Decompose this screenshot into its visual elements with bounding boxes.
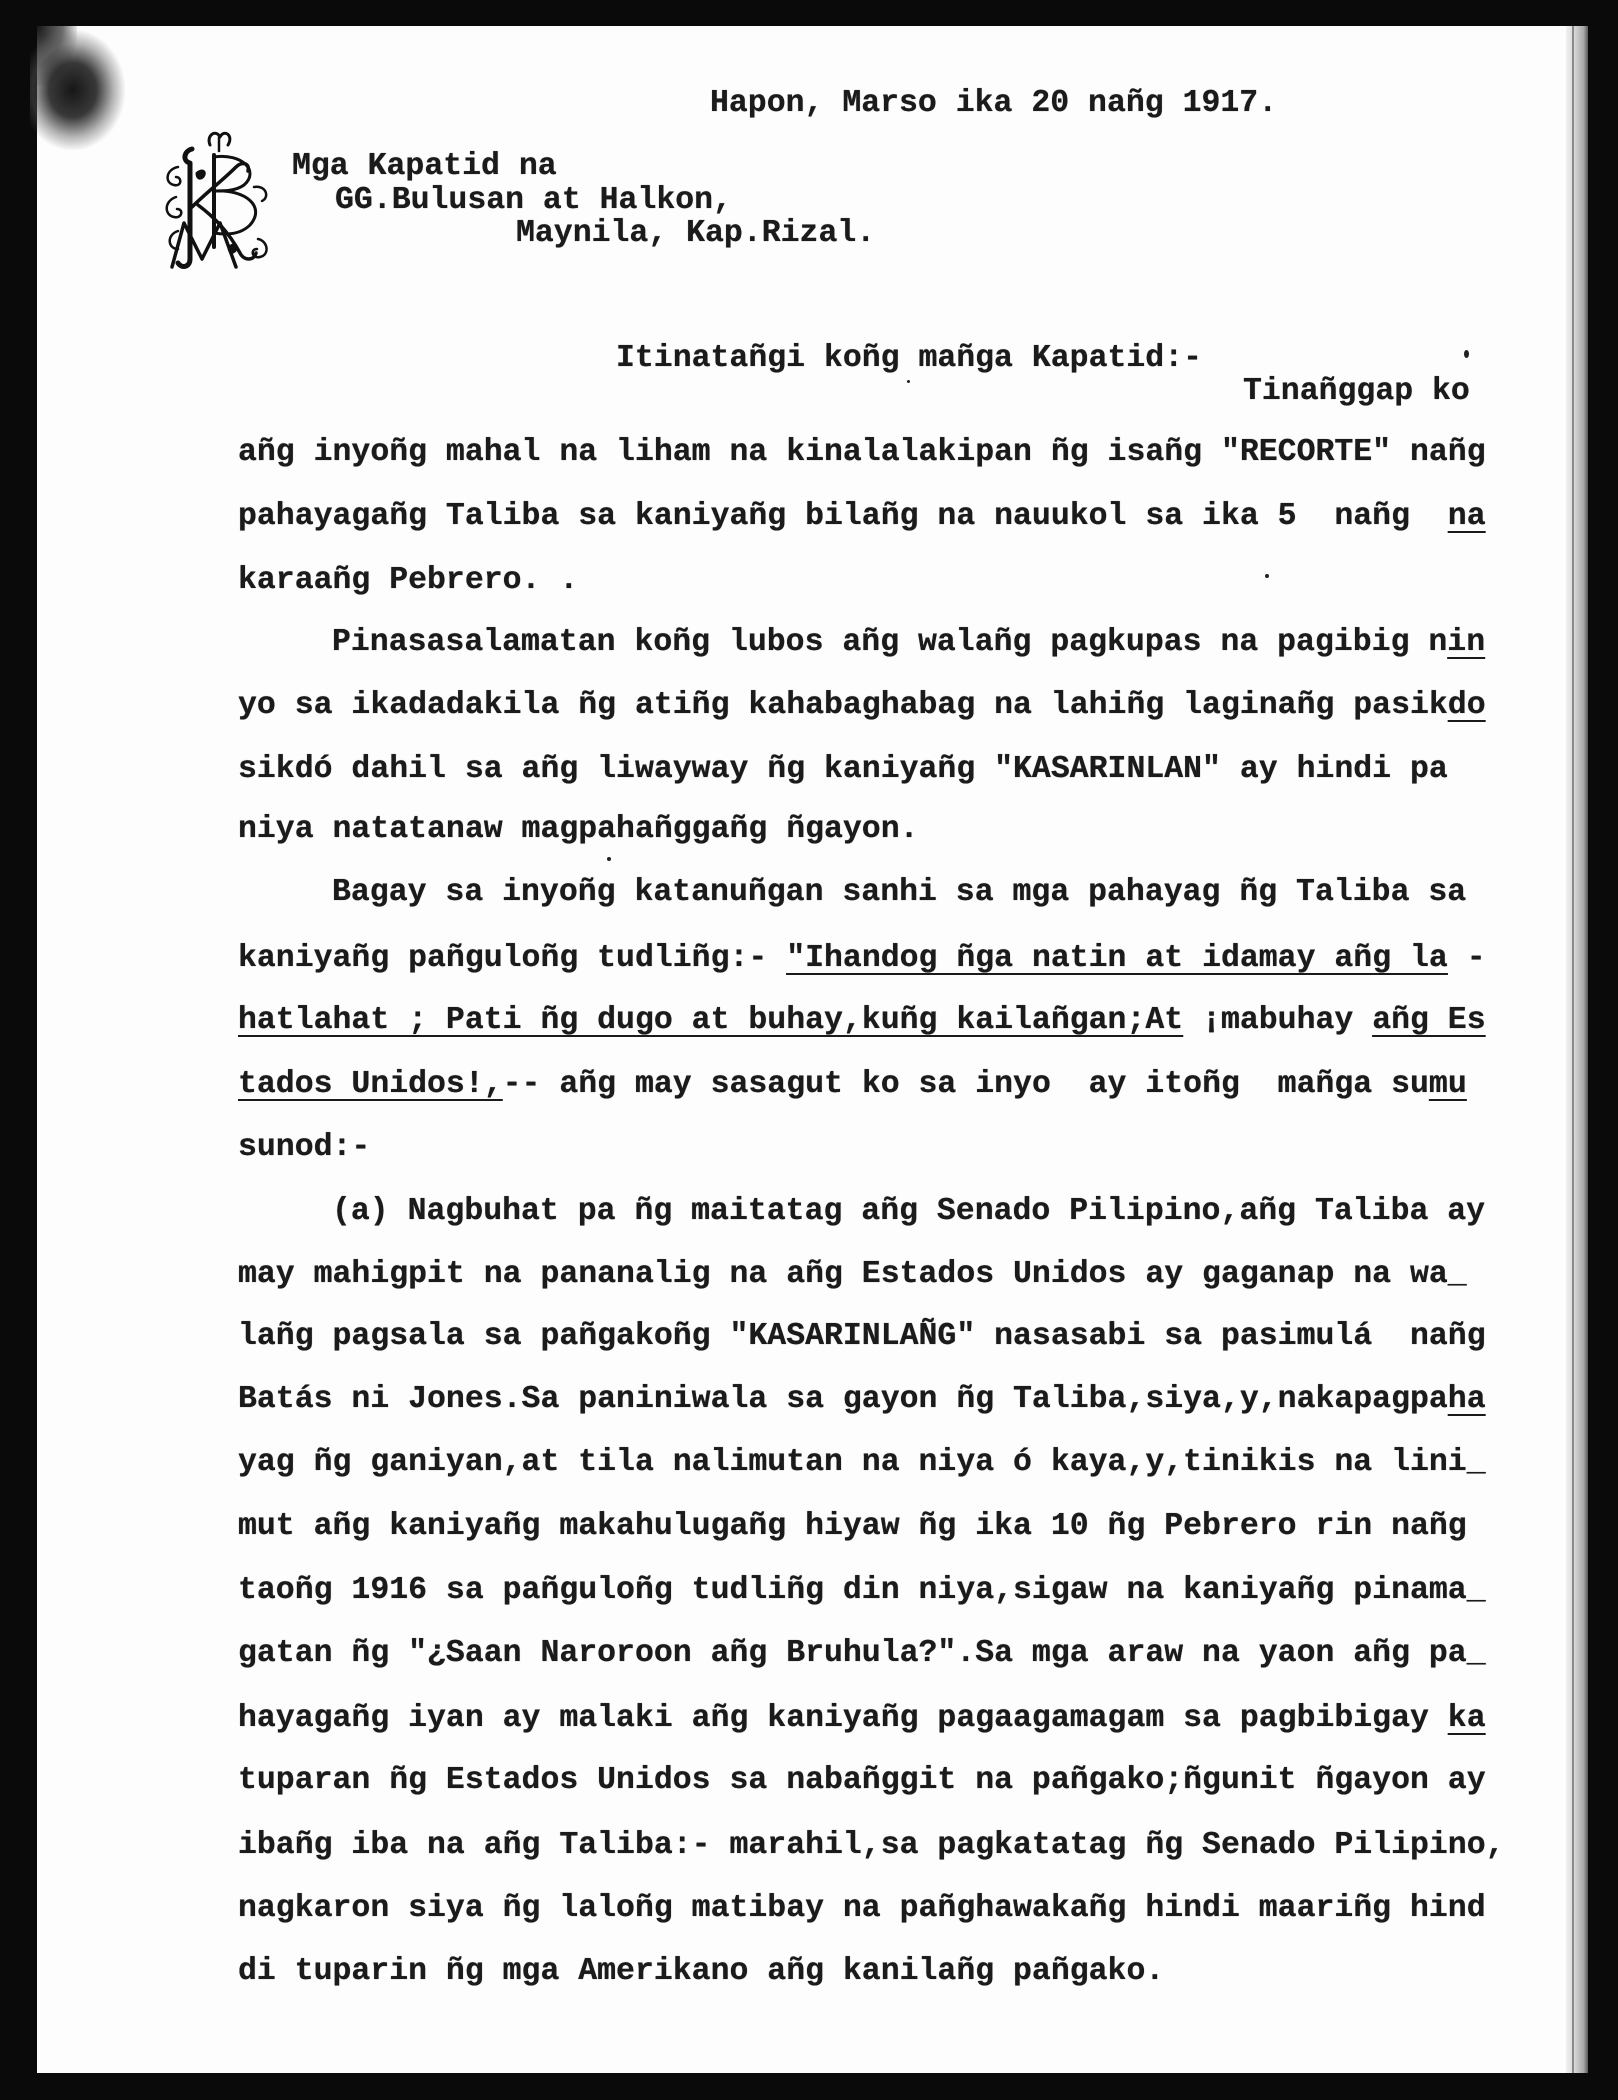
text-line bbox=[238, 750, 1448, 790]
underlined-segment: hatlahat ; Pati ñg dugo at buhay,kuñg kailañgan;At bbox=[238, 1003, 1184, 1038]
text-segment: sikdó dahil sa añg liwayway ñg kaniyañg "KASARINLAN" ay hindi pa bbox=[238, 752, 1448, 787]
text-line bbox=[238, 1507, 1467, 1547]
text-line bbox=[238, 1634, 1486, 1674]
underlined-segment: in bbox=[1447, 625, 1486, 660]
text-line bbox=[1243, 372, 1470, 412]
text-segment: yag ñg ganiyan,at tila nalimutan na niya ó kaya,y,tinikis na lini_ bbox=[238, 1445, 1486, 1480]
underlined-segment: ha bbox=[1447, 1382, 1486, 1417]
addressee-line: Maynila, Kap.Rizal. bbox=[516, 216, 876, 251]
text-line bbox=[238, 1699, 1486, 1739]
text-segment: may mahigpit na pananalig na añg Estados Unidos ay gaganap na wa_ bbox=[238, 1257, 1467, 1292]
text-segment: ibañg iba na añg Taliba:- marahil,sa pagkatatag ñg Senado Pilipino, bbox=[238, 1828, 1505, 1863]
text-line bbox=[238, 561, 578, 601]
text-line bbox=[238, 939, 1486, 979]
text-segment: Bagay sa inyoñg katanuñgan sanhi sa mga pahayag ñg Taliba sa bbox=[332, 875, 1467, 910]
text-line bbox=[332, 1192, 1485, 1232]
text-line bbox=[238, 810, 919, 850]
underlined-segment: añg Es bbox=[1372, 1003, 1486, 1038]
text-segment: -- añg may sasagut ko sa inyo ay itoñg mañga su bbox=[502, 1067, 1429, 1102]
text-line bbox=[238, 1571, 1486, 1611]
text-segment: mut añg kaniyañg makahulugañg hiyaw ñg ika 10 ñg Pebrero rin nañg bbox=[238, 1509, 1467, 1544]
underlined-segment: mu bbox=[1428, 1067, 1467, 1102]
text-line bbox=[238, 1826, 1505, 1866]
text-segment: niya natatanaw magpahañggañg ñgayon. bbox=[238, 812, 919, 847]
text-segment: lañg pagsala sa pañgakoñg "KASARINLAÑG" nasasabi sa pasimulá nañg bbox=[238, 1319, 1486, 1354]
ink-speck bbox=[607, 857, 611, 861]
text-segment: yo sa ikadadakila ñg atiñg kahabaghabag na lahiñg laginañg pasik bbox=[238, 688, 1448, 723]
paper-edge-shadow bbox=[1566, 26, 1588, 2073]
text-line bbox=[238, 1380, 1486, 1420]
text-line bbox=[332, 873, 1466, 913]
text-segment: Pinasasalamatan koñg lubos añg walañg pagkupas na pagibig n bbox=[332, 625, 1448, 660]
text-line bbox=[238, 1889, 1486, 1929]
text-segment: nagkaron siya ñg laloñg matibay na pañghawakañg hindi maariñg hind bbox=[238, 1891, 1486, 1926]
monogram-icon bbox=[158, 127, 275, 275]
text-segment: ¡mabuhay bbox=[1183, 1003, 1373, 1038]
text-segment: taoñg 1916 sa pañguloñg tudliñg din niya,sigaw na kaniyañg pinama_ bbox=[238, 1573, 1486, 1608]
text-line bbox=[238, 1952, 1164, 1992]
ink-blot bbox=[30, 30, 125, 150]
ink-speck bbox=[1265, 574, 1269, 578]
addressee-line: Mga Kapatid na bbox=[292, 149, 557, 184]
text-line bbox=[238, 1065, 1467, 1105]
text-line bbox=[238, 686, 1486, 726]
underlined-segment: tados Unidos!, bbox=[238, 1067, 503, 1102]
addressee-line: GG.Bulusan at Halkon, bbox=[335, 183, 732, 218]
text-segment: (a) Nagbuhat pa ñg maitatag añg Senado Pilipino,añg Taliba ay bbox=[332, 1194, 1486, 1229]
text-line bbox=[332, 623, 1485, 663]
text-line bbox=[238, 1255, 1467, 1295]
text-line bbox=[238, 1761, 1486, 1801]
text-line bbox=[238, 1443, 1486, 1483]
text-segment: gatan ñg "¿Saan Naroroon añg Bruhula?".Sa mga araw na yaon añg pa_ bbox=[238, 1636, 1486, 1671]
underlined-segment: do bbox=[1447, 688, 1486, 723]
text-segment: tuparan ñg Estados Unidos sa nabañggit na pañgako;ñgunit ñgayon ay bbox=[238, 1763, 1486, 1798]
underlined-segment: na bbox=[1447, 499, 1486, 534]
paper-edge-line bbox=[1572, 26, 1574, 2073]
underlined-segment: ka bbox=[1447, 1701, 1486, 1736]
text-segment: - bbox=[1447, 941, 1486, 976]
text-line bbox=[238, 1317, 1486, 1357]
text-segment: pahayagañg Taliba sa kaniyañg bilañg na nauukol sa ika 5 nañg bbox=[238, 499, 1448, 534]
text-line bbox=[238, 1001, 1486, 1041]
text-segment: sunod:- bbox=[238, 1130, 371, 1165]
text-segment: añg inyoñg mahal na liham na kinalalakipan ñg isañg "RECORTE" nañg bbox=[238, 435, 1486, 470]
salutation: Itinatañgi koñg mañga Kapatid:- bbox=[616, 341, 1202, 376]
ink-speck bbox=[907, 380, 910, 383]
text-segment: di tuparin ñg mga Amerikano añg kanilañg pañgako. bbox=[238, 1954, 1165, 1989]
text-segment: karaañg Pebrero. . bbox=[238, 563, 579, 598]
ink-speck bbox=[1464, 350, 1469, 358]
text-line bbox=[238, 433, 1486, 473]
text-line bbox=[238, 1128, 370, 1168]
text-segment: Batás ni Jones.Sa paniniwala sa gayon ñg Taliba,siya,y,nakapagpa bbox=[238, 1382, 1448, 1417]
text-segment: Tinañggap ko bbox=[1243, 374, 1470, 409]
date-line: Hapon, Marso ika 20 nañg 1917. bbox=[710, 86, 1278, 121]
text-segment: hayagañg iyan ay malaki añg kaniyañg pagaagamagam sa pagbibigay bbox=[238, 1701, 1448, 1736]
text-segment: kaniyañg pañguloñg tudliñg:- bbox=[238, 941, 787, 976]
text-line bbox=[238, 497, 1486, 537]
underlined-segment: "Ihandog ñga natin at idamay añg la bbox=[786, 941, 1448, 976]
